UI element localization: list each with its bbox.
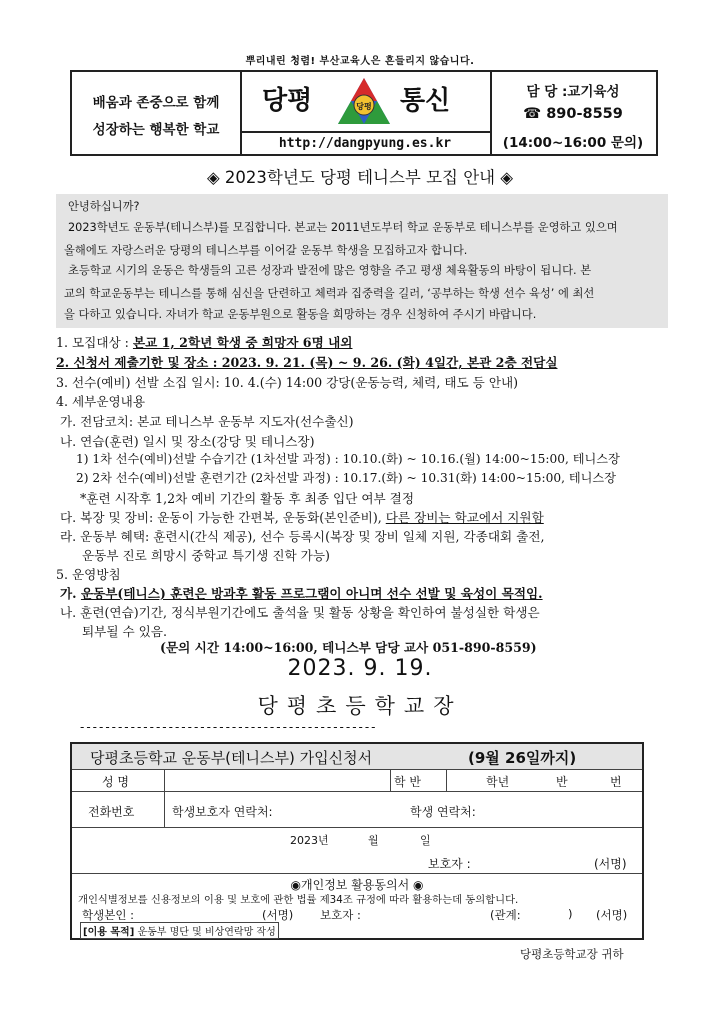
contact-phone: ☎ 890-8559 (523, 106, 623, 122)
form-name-row (72, 770, 642, 792)
guardian2-label: 보호자 : (320, 908, 361, 922)
guardian-label: 보호자 : (428, 857, 471, 871)
inquiry-note: (문의 시간 14:00~16:00, 테니스부 담당 교사 051-890-8559) (160, 640, 537, 655)
item-4c-text: 다. 복장 및 장비: 운동이 가능한 간편복, 운동화(본인준비), (60, 510, 386, 525)
brand-right: 통신 (400, 86, 451, 116)
principal-signature: 당평초등학교장 (257, 694, 463, 718)
student-self-field[interactable] (152, 906, 252, 920)
school-url[interactable]: http://dangpyung.es.kr (240, 131, 490, 154)
guardian-sign-label: (서명) (594, 857, 627, 871)
year-label: 2023년 (290, 834, 329, 847)
motto-line-1: 배움과 존중으로 함께 (92, 95, 220, 111)
intro-box (56, 194, 668, 328)
student-sign-label: (서명) (262, 908, 294, 922)
item-4c (60, 507, 544, 526)
item-4b-note: *훈련 시작후 1,2차 예비 기간의 활동 후 최종 입단 여부 결정 (80, 491, 414, 506)
student-phone-label: 학생 연락처: (410, 805, 476, 819)
brand-left: 당평 (262, 86, 313, 116)
item-4b-2: 2) 2차 선수(예비)선발 훈련기간 (2차선발 과정) : 10.17.(화) ~ 10.31(화) 14:00~15:00, 테니스장 (76, 471, 616, 485)
item-4b-1: 1) 1차 선수(예비)선발 수습기간 (1차선발 과정) : 10.10.(화) ~ 10.16.(월) 14:00~15:00, 테니스장 (76, 452, 620, 466)
intro-line-6: 을 다하고 있습니다. 자녀가 학교 운동부원으로 활동을 희망하는 경우 신청하여 주시기 바랍니다. (64, 308, 537, 321)
item-5a-prefix: 가. (60, 586, 81, 601)
item-4c-underlined: 다른 장비는 학교에서 지원함 (385, 510, 544, 525)
intro-line-4: 초등학교 시기의 운동은 학생들의 고른 성장과 발전에 많은 영향을 주고 평생 체육활동의 바탕이 됩니다. 본 (68, 264, 592, 277)
purpose-label: [이용 목적] (83, 927, 135, 938)
phone-label: 전화번호 (88, 805, 135, 819)
addressee: 당평초등학교장 귀하 (520, 947, 624, 961)
newsletter-header (70, 70, 658, 156)
issue-date: 2023. 9. 19. (287, 656, 433, 681)
form-phone-row (72, 792, 642, 828)
item-3: 3. 선수(예비) 선발 소집 일시: 10. 4.(수) 14:00 강당(운동능력, 체력, 태도 등 안내) (56, 375, 519, 390)
form-date-row (72, 828, 642, 874)
application-form (70, 742, 644, 940)
privacy-title: ◉개인정보 활용동의서 ◉ (290, 878, 424, 892)
relation-close: ) (568, 907, 573, 921)
privacy-text: 개인식별정보를 신용정보의 이용 및 보호에 관한 법률 제34조 규정에 따라 활용하는데 동의합니다. (78, 894, 519, 906)
item-4d-cont: 운동부 진로 희망시 중학교 특기생 진학 가능) (82, 548, 330, 563)
form-deadline: (9월 26일까지) (468, 749, 577, 767)
form-title: 당평초등학교 운동부(테니스부) 가입신청서 (90, 749, 373, 767)
slogan: 뿌리내린 청렴! 부산교육人은 흔들리지 않습니다. (245, 56, 475, 67)
intro-line-2: 2023학년도 운동부(테니스부)를 모집합니다. 본교는 2011년도부터 학교 운동부로 테니스부를 운영하고 있으며 (68, 221, 618, 234)
logo-text: 당평 (356, 102, 372, 111)
motto-line-2: 성장하는 행복한 학교 (92, 122, 220, 138)
relation-label: (관계: (490, 908, 521, 922)
name-label: 성 명 (102, 775, 129, 789)
parent-phone-field[interactable] (290, 798, 400, 822)
purpose-text: 운동부 명단 및 비상연락망 작성 (134, 927, 276, 938)
student-self-label: 학생본인 : (82, 908, 134, 922)
parent-phone-label: 학생보호자 연락처: (172, 805, 273, 819)
item-5: 5. 운영방침 (56, 567, 121, 582)
intro-line-5: 교의 학교운동부는 테니스를 통해 심신을 단련하고 체력과 집중력을 길러, ‘공부하는 학생 선수 육성’ 에 최선 (64, 287, 595, 300)
guardian-field[interactable] (482, 852, 582, 870)
class-label: 학 반 (394, 775, 421, 789)
month-label: 월 (368, 834, 379, 847)
item-4: 4. 세부운영내용 (56, 394, 146, 409)
guardian2-field[interactable] (372, 906, 482, 920)
item-5b-cont: 퇴부될 수 있음. (82, 624, 168, 639)
cut-line: ----------------------------------------------- (80, 720, 378, 734)
item-4b: 나. 연습(훈련) 일시 및 장소(강당 및 테니스장) (60, 434, 315, 449)
usage-purpose (80, 922, 279, 939)
item-5a (60, 583, 543, 602)
intro-greeting: 안녕하십니까? (68, 200, 140, 213)
contact-person: 담 당 :교기육성 (526, 84, 620, 100)
student-phone-field[interactable] (494, 798, 634, 822)
day-label: 일 (420, 834, 431, 847)
newsletter-brand (240, 72, 492, 154)
item-2: 2. 신청서 제출기한 및 장소 : 2023. 9. 21. (목) ~ 9. 26. (화) 4일간, 본관 2층 전담실 (56, 355, 558, 370)
contact-info (490, 72, 656, 154)
item-5a-underlined: 운동부(테니스) 훈련은 방과후 활동 프로그램이 아니며 선수 선발 및 육성이 목적임. (80, 586, 543, 601)
school-motto (72, 72, 242, 154)
ban-label: 반 (556, 775, 568, 789)
name-field[interactable] (168, 771, 388, 790)
guardian2-sign-label: (서명) (596, 908, 628, 922)
form-title-row (72, 744, 642, 770)
item-1-value: 본교 1, 2학년 학생 중 희망자 6명 내외 (132, 335, 353, 350)
item-4a: 가. 전담코치: 본교 테니스부 운동부 지도자(선수출신) (60, 414, 354, 429)
item-1 (56, 332, 352, 351)
school-logo-icon (336, 76, 392, 126)
privacy-consent (72, 874, 642, 938)
item-1-label: 1. 모집대상 : (56, 335, 133, 350)
item-5b: 나. 훈련(연습)기간, 정식부원기간에도 출석율 및 활동 상황을 확인하여 불성실한 학생은 (60, 605, 540, 620)
number-label: 번 (610, 775, 622, 789)
grade-label: 학년 (486, 775, 510, 789)
contact-hours: (14:00~16:00 문의) (502, 135, 644, 151)
page-title: ◈ 2023학년도 당평 테니스부 모집 안내 ◈ (206, 168, 514, 187)
item-4d: 라. 운동부 혜택: 훈련시(간식 제공), 선수 등록시(복장 및 장비 일체 지원, 각종대회 출전, (60, 529, 545, 544)
intro-line-3: 올해에도 자랑스러운 당평의 테니스부를 이어갈 운동부 학생을 모집하고자 합니다. (64, 244, 468, 257)
